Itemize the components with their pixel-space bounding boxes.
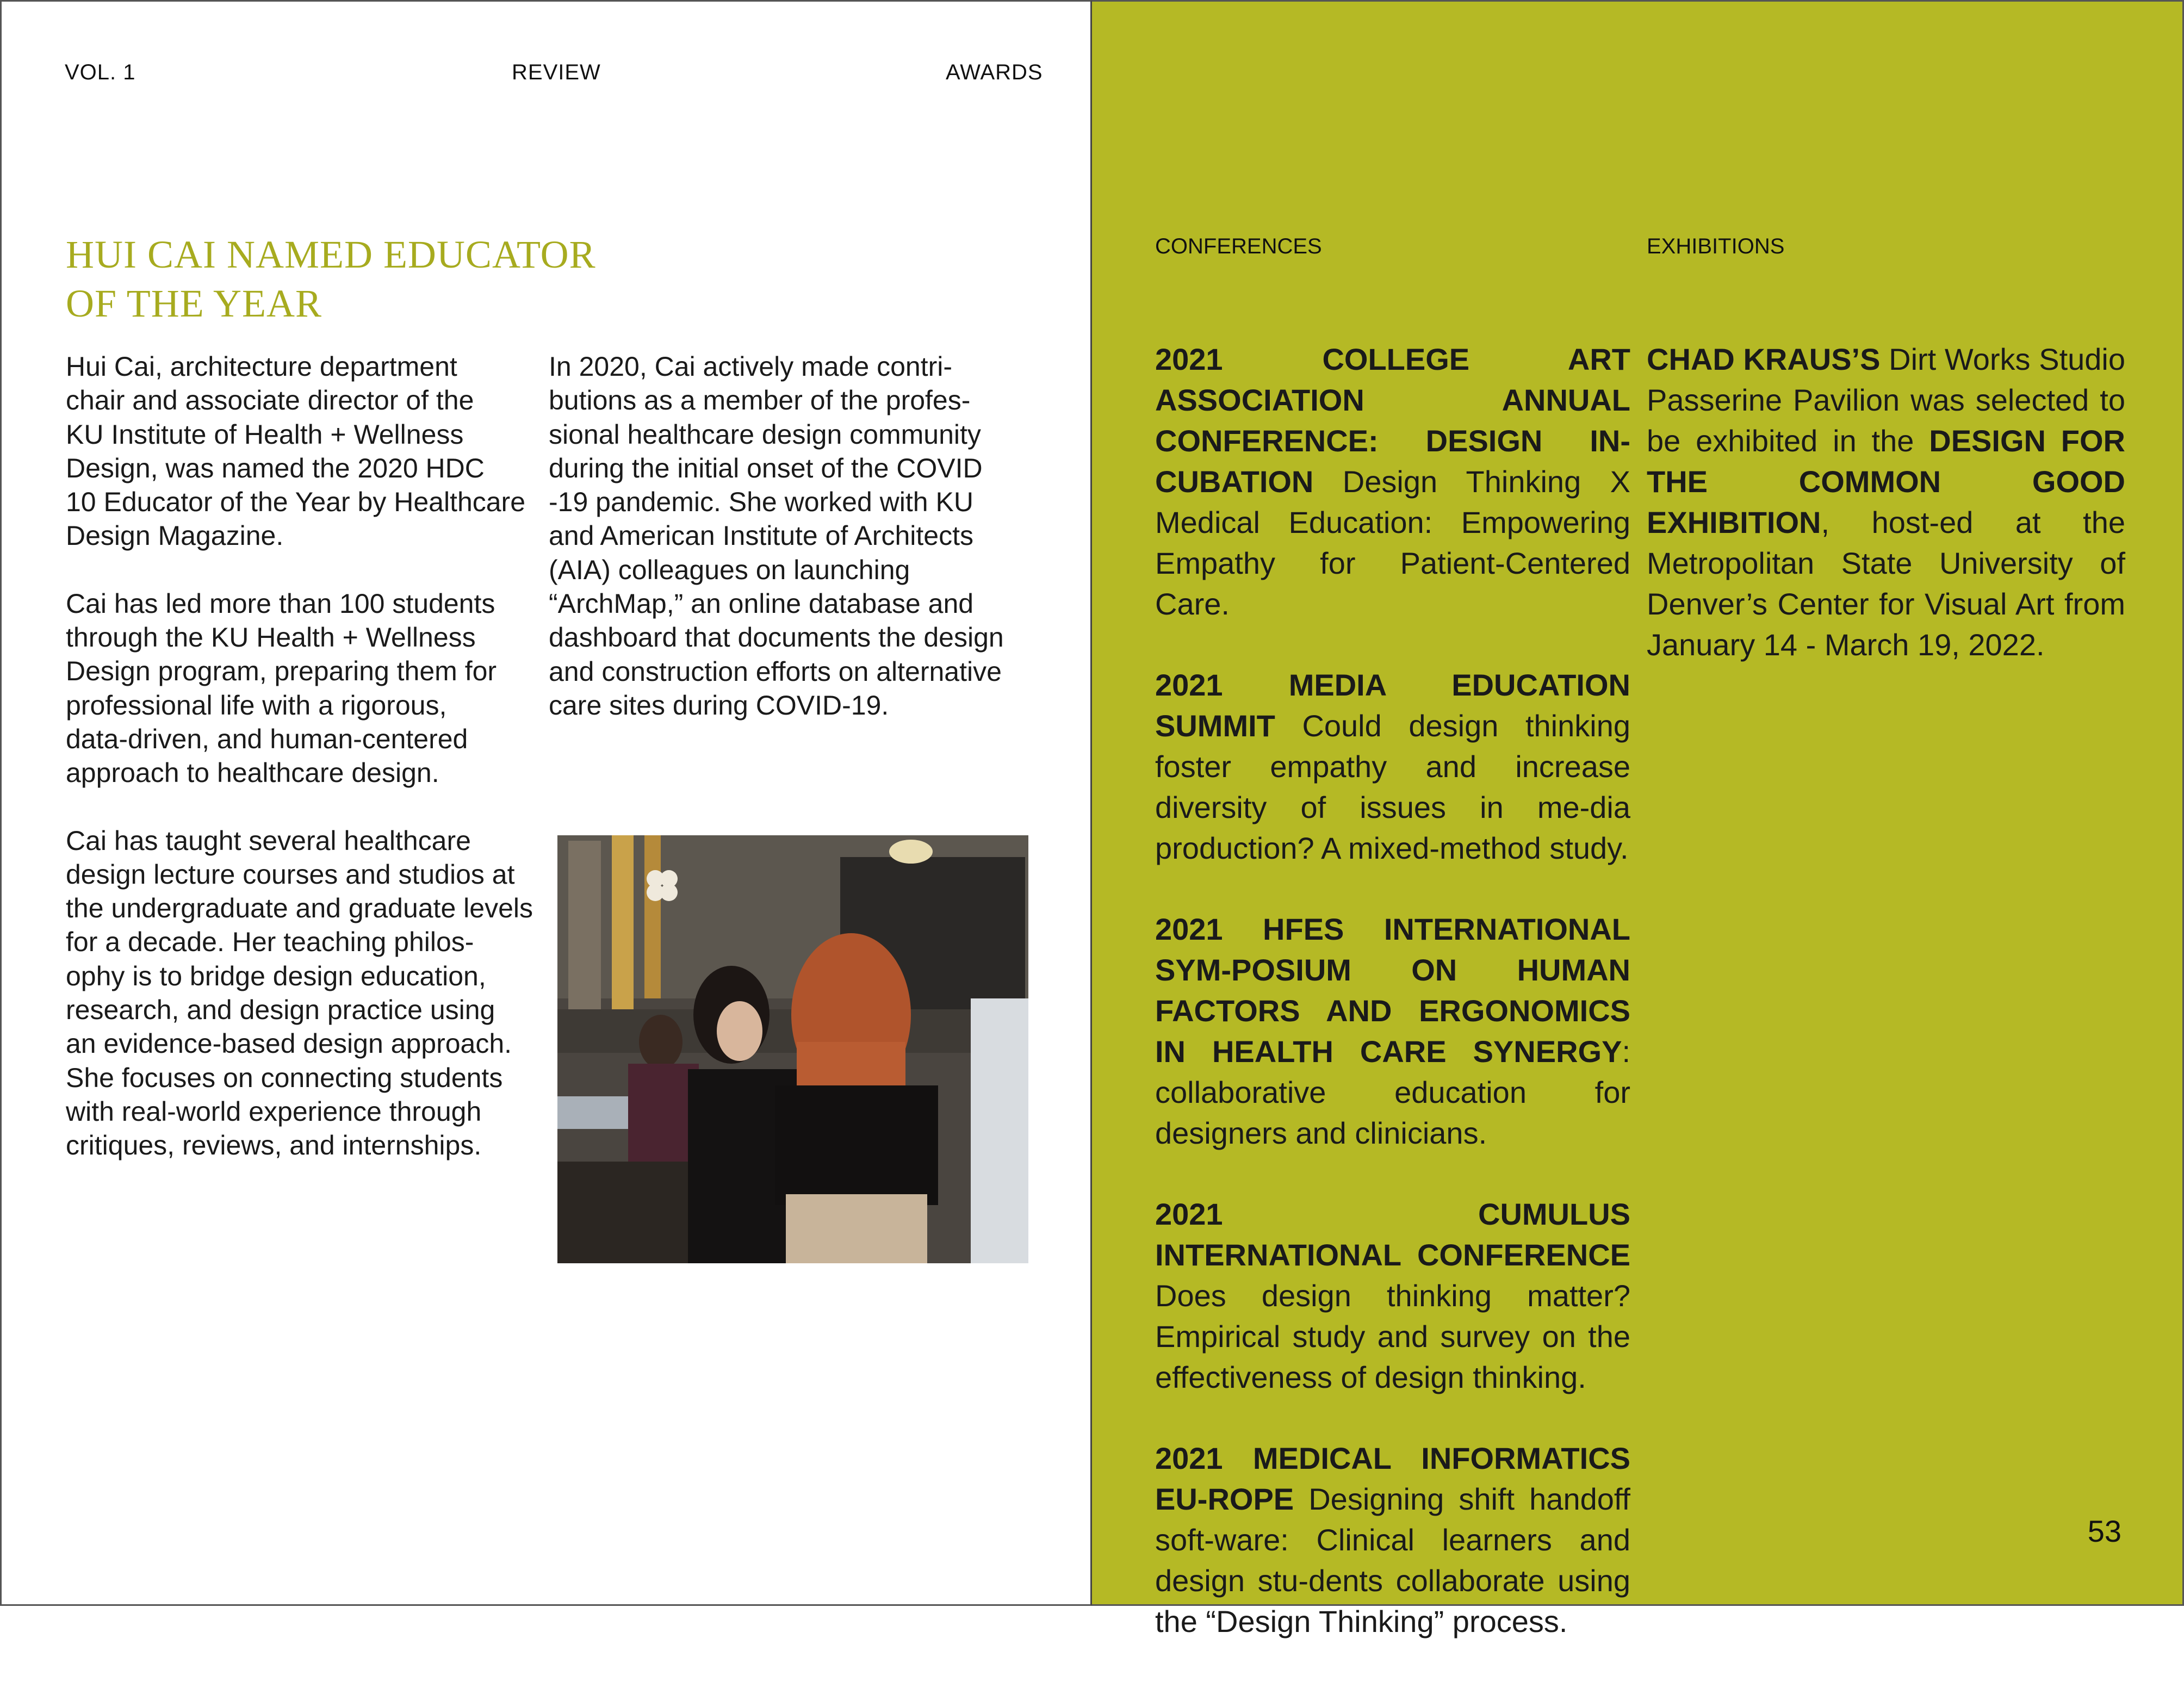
article-paragraph: Hui Cai, architecture department chair and associate director of the KU Institute of Health + Wellness Design, was named the 2020 HDC 10 Educator of the Year by Healthcare Design Magazine.	[66, 351, 526, 551]
list-item	[1155, 665, 1630, 868]
list-item	[1155, 1194, 1630, 1398]
conference-detail: Designing shift handoff soft-ware: Clinical learners and design stu-dents collaborate using the “Design Thinking” process.	[1155, 1482, 1630, 1638]
conference-detail: Could design thinking foster empathy and increase diversity of issues in me-dia production? A mixed-method study.	[1155, 709, 1630, 865]
page-number: 53	[2087, 1514, 2121, 1548]
volume-label: VOL. 1	[65, 60, 136, 84]
exhibition-detail: Dirt Works Studio Passerine Pavilion was selected to be exhibited in the	[1647, 342, 2125, 458]
exhibitions-text	[1647, 339, 2125, 705]
article-paragraph: In 2020, Cai actively made contri- butions as a member of the profes- sional healthcare design community during the initial onset of the COVID -19 pandemic. She worked with KU and American Institute of Architects (AIA) colleagues on launching “ArchMap,” an online database and dashboard that documents the design and construction efforts on alternative care sites during COVID-19.	[549, 351, 1004, 721]
right-page	[1092, 0, 2184, 1638]
article-paragraph: Cai has led more than 100 students through the KU Health + Wellness Design program, preparing them for professional life with a rigorous, data-driven, and human-centered approach to healthcare design.	[66, 588, 497, 789]
list-item	[1155, 339, 1630, 624]
conferences-heading: CONFERENCES	[1155, 234, 1322, 258]
article-left-column	[66, 350, 544, 1196]
list-item	[1155, 909, 1630, 1153]
list-item	[1155, 1438, 1630, 1642]
conferences-list	[1155, 339, 1630, 1682]
article-paragraph: Cai has taught several healthcare design lecture courses and studios at the undergraduate and graduate levels for a decade. Her teaching philos- ophy is to bridge design education, research, and design practice using an evidence-based design approach. She focuses on connecting students with real-world experience through critiques, reviews, and internships.	[66, 825, 533, 1161]
conference-detail: Does design thinking matter? Empirical study and survey on the effectiveness of design thinking.	[1155, 1278, 1630, 1394]
article-title: HUI CAI NAMED EDUCATOR OF THE YEAR	[66, 233, 596, 325]
left-page	[0, 0, 1092, 1606]
exhibitor-name: CHAD KRAUS’S	[1647, 342, 1881, 376]
exhibition-detail: , host-ed at the Metropolitan State University of Denver’s Center for Visual Art from January 14 - March 19, 2022.	[1647, 505, 2125, 662]
conference-name: 2021 HFES INTERNATIONAL SYM-POSIUM ON HUMAN FACTORS AND ERGONOMICS IN HEALTH CARE SYNERGY	[1155, 912, 1630, 1069]
conference-name: 2021 COLLEGE ART ASSOCIATION ANNUAL CONFERENCE: DESIGN IN-CUBATION	[1155, 342, 1630, 499]
exhibitions-heading: EXHIBITIONS	[1647, 234, 1785, 258]
conference-name: 2021 MEDIA EDUCATION SUMMIT	[1155, 668, 1630, 743]
section-label: REVIEW	[512, 60, 601, 84]
exhibition-item	[1647, 339, 2125, 665]
exhibition-name: DESIGN FOR THE COMMON GOOD EXHIBITION	[1647, 424, 2125, 539]
article-right-column	[549, 350, 1038, 756]
classroom-photo	[557, 835, 1028, 1263]
conference-detail: : collaborative education for designers and clinicians.	[1155, 1034, 1630, 1150]
conference-name: 2021 MEDICAL INFORMATICS EU-ROPE	[1155, 1441, 1630, 1516]
conference-name: 2021 CUMULUS INTERNATIONAL CONFERENCE	[1155, 1197, 1630, 1272]
conference-detail: Design Thinking X Medical Education: Empowering Empathy for Patient-Centered Care.	[1155, 464, 1630, 621]
category-label: AWARDS	[946, 60, 1043, 84]
